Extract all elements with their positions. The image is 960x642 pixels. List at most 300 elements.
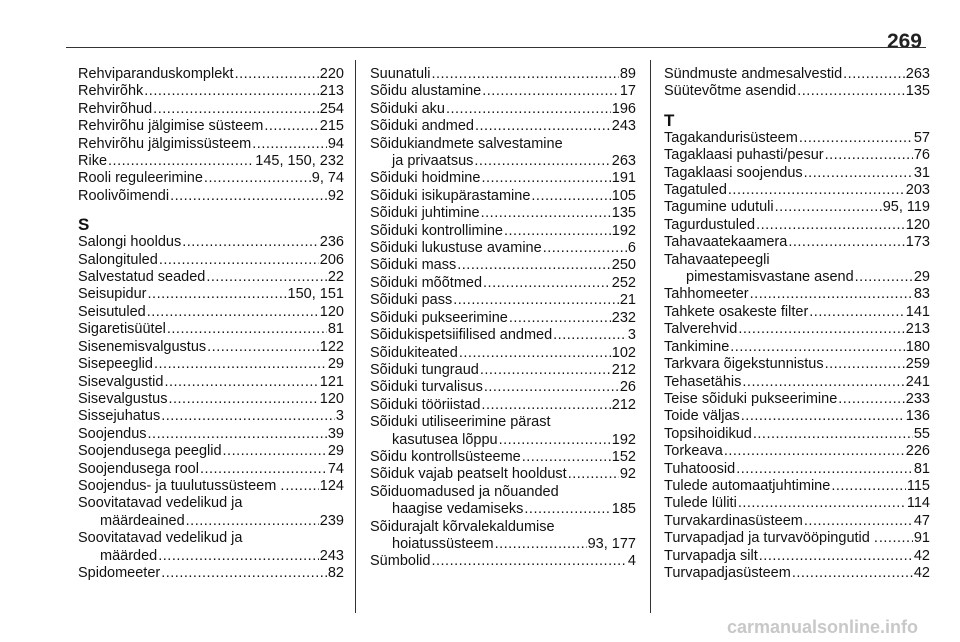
index-entry (664, 339, 930, 356)
dot-leader (738, 321, 904, 338)
entry-pages: 203 (905, 182, 930, 199)
entry-title-line: Sõiduki utiliseerimine pärast (370, 414, 551, 431)
entry-title: Tagakandurisüsteem (664, 129, 798, 146)
index-entry (664, 443, 930, 460)
dot-leader (480, 362, 611, 379)
entry-pages: 254 (319, 100, 344, 117)
dot-leader (200, 461, 327, 478)
dot-leader (504, 223, 611, 240)
entry-pages: 82 (327, 564, 344, 581)
dot-leader (161, 565, 327, 582)
entry-pages: 263 (611, 153, 636, 170)
entry-pages: 9, 74 (311, 170, 344, 187)
entry-title: hoiatussüsteem (392, 535, 494, 552)
section-letter: S (78, 215, 90, 235)
dot-leader (483, 275, 611, 292)
entry-pages: 136 (905, 408, 930, 425)
index-entry (78, 252, 344, 269)
entry-title-line: Sõidukiandmete salvestamine (370, 135, 563, 152)
index-entry (370, 449, 636, 466)
entry-title: kasutusea lõppu (392, 431, 498, 448)
entry-title: Sõidu alustamine (370, 83, 482, 100)
dot-leader (524, 501, 610, 518)
index-entry (78, 461, 344, 478)
entry-pages: 6 (627, 240, 636, 257)
entry-title: Sisepeeglid (78, 356, 153, 373)
entry-pages: 192 (611, 431, 636, 448)
dot-leader (482, 83, 619, 100)
dot-leader (522, 449, 611, 466)
entry-pages: 152 (611, 448, 636, 465)
entry-title: Rooli reguleerimine (78, 170, 203, 187)
entry-pages: 95, 119 (882, 199, 930, 216)
entry-title: Sõiduki lukustuse avamine (370, 240, 542, 257)
entry-title: Sõidu kontrollsüsteeme (370, 448, 521, 465)
entry-title: Salvestatud seaded (78, 269, 206, 286)
entry-title: Tankimine (664, 338, 730, 355)
index-entry (78, 426, 344, 443)
dot-leader (543, 240, 627, 257)
entry-pages: 121 (319, 373, 344, 390)
entry-title: Tahhomeeter (664, 286, 749, 303)
entry-pages: 259 (905, 356, 930, 373)
index-entry (664, 147, 930, 164)
entry-pages: 180 (905, 338, 930, 355)
entry-pages: 145, 150, 232 (255, 153, 344, 170)
index-entry (664, 234, 930, 251)
dot-leader (825, 147, 913, 164)
dot-leader (453, 292, 619, 309)
index-entry (664, 565, 930, 582)
index-entry (370, 397, 636, 414)
entry-pages: 114 (906, 495, 930, 512)
entry-pages: 29 (327, 356, 344, 373)
dot-leader (108, 153, 254, 170)
entry-pages: 3 (335, 408, 344, 425)
index-entry (370, 101, 636, 118)
index-entry (664, 495, 930, 512)
entry-title: Tagaklaasi puhasti/pesur (664, 147, 824, 164)
dot-leader (159, 252, 319, 269)
entry-title: Sõiduki pass (370, 292, 453, 309)
entry-pages: 81 (913, 460, 930, 477)
entry-title: Sümbolid (370, 553, 431, 570)
index-entry (78, 136, 344, 153)
dot-leader (730, 339, 905, 356)
entry-title: Sõiduk vajab peatselt hooldust (370, 466, 567, 483)
dot-leader (759, 548, 913, 565)
entry-title: Salongi hooldus (78, 234, 182, 251)
dot-leader (154, 356, 327, 373)
dot-leader (153, 101, 319, 118)
entry-title: Soojendusega rool (78, 460, 199, 477)
dot-leader (161, 408, 335, 425)
entry-title: Sõiduki andmed (370, 118, 474, 135)
dot-leader (481, 205, 611, 222)
index-entry (370, 553, 636, 570)
entry-pages: 185 (611, 501, 636, 518)
entry-pages: 243 (611, 118, 636, 135)
entry-title: Sisevalgustus (78, 390, 168, 407)
dot-leader (838, 391, 905, 408)
entry-pages: 263 (905, 66, 930, 82)
index-entry (370, 83, 636, 100)
index-entry (78, 269, 344, 286)
entry-pages: 215 (319, 118, 344, 135)
index-entry (370, 240, 636, 257)
dot-leader (741, 408, 905, 425)
index-entry (370, 292, 636, 309)
index-entry (78, 101, 344, 118)
entry-pages: 120 (319, 390, 344, 407)
dot-leader (474, 153, 610, 170)
index-entry (370, 379, 636, 396)
index-entry (370, 118, 636, 135)
index-entry (78, 153, 344, 170)
index-entry (370, 205, 636, 222)
entry-pages: 26 (619, 379, 636, 396)
column-divider (650, 60, 651, 613)
index-entry (78, 443, 344, 460)
index-entry (664, 321, 930, 338)
entry-pages: 92 (327, 187, 344, 204)
entry-title-line: Sõidurajalt kõrvalekaldumise (370, 518, 555, 535)
index-entry (78, 286, 344, 303)
entry-pages: 120 (319, 303, 344, 320)
entry-title: Sõiduki tungraud (370, 361, 479, 378)
index-entry (664, 530, 930, 547)
entry-pages: 212 (611, 396, 636, 413)
entry-title: Sündmuste andmesalvestid (664, 66, 843, 82)
entry-title: pimestamisvastane asend (686, 269, 854, 286)
index-entry (370, 536, 636, 553)
dot-leader (855, 269, 913, 286)
column-divider (355, 60, 356, 613)
dot-leader (144, 83, 319, 100)
dot-leader (167, 321, 327, 338)
entry-title: Rike (78, 153, 108, 170)
dot-leader (457, 257, 611, 274)
dot-leader (481, 397, 610, 414)
dot-leader (509, 310, 611, 327)
index-entry (664, 408, 930, 425)
index-entry (78, 188, 344, 205)
entry-title: Sõiduki mõõtmed (370, 274, 483, 291)
dot-leader (736, 461, 913, 478)
entry-pages: 29 (913, 269, 930, 286)
entry-pages: 29 (327, 443, 344, 460)
index-entry (370, 170, 636, 187)
dot-leader (799, 130, 913, 147)
entry-title: Tagatuled (664, 182, 727, 199)
entry-title: Seisutuled (78, 303, 146, 320)
dot-leader (553, 327, 627, 344)
dot-leader (484, 379, 619, 396)
entry-pages: 122 (319, 338, 344, 355)
entry-title: Tulede lüliti (664, 495, 737, 512)
index-entry (370, 310, 636, 327)
entry-pages: 124 (319, 477, 344, 494)
entry-pages: 150, 151 (287, 286, 344, 303)
index-entry (78, 374, 344, 391)
entry-title-line: Sõiduomadused ja nõuanded (370, 483, 559, 500)
entry-title: Turvapadja silt (664, 547, 758, 564)
dot-leader (750, 286, 913, 303)
entry-pages: 239 (319, 512, 344, 529)
index-entry (664, 548, 930, 565)
index-entry (78, 83, 344, 100)
entry-pages: 105 (611, 187, 636, 204)
index-entry (664, 269, 930, 286)
entry-pages: 47 (913, 512, 930, 529)
entry-title: Sissejuhatus (78, 408, 161, 425)
entry-pages: 39 (327, 425, 344, 442)
index-entry (370, 432, 636, 449)
entry-title: Süütevõtme asendid (664, 83, 797, 100)
entry-title: Tarkvara õigekstunnistus (664, 356, 824, 373)
dot-leader (495, 536, 587, 553)
entry-title: Tulede automaatjuhtimine (664, 477, 831, 494)
index-entry (78, 513, 344, 530)
entry-title: Tahkete osakeste filter (664, 303, 809, 320)
index-entry (664, 356, 930, 373)
entry-title: Rehvirõhu jälgimise süsteem (78, 118, 264, 135)
dot-leader (223, 443, 327, 460)
entry-title: Roolivõimendi (78, 187, 170, 204)
section-letter: T (664, 110, 675, 130)
watermark: carmanualsonline.info (726, 617, 918, 637)
entry-title: Sisevalgustid (78, 373, 164, 390)
entry-title: Rehvirõhud (78, 100, 153, 117)
dot-leader (804, 165, 913, 182)
entry-pages: 250 (611, 257, 636, 274)
entry-title: Rehvirõhk (78, 83, 144, 100)
entry-title: Rehvirõhu jälgimissüsteem (78, 135, 252, 152)
dot-leader (431, 553, 626, 570)
page-number: 269 (886, 30, 922, 53)
index-entry (664, 391, 930, 408)
dot-leader (252, 136, 327, 153)
entry-pages: 232 (611, 309, 636, 326)
entry-title: Tehasetähis (664, 373, 742, 390)
index-column-1 (78, 66, 344, 582)
index-entry (664, 83, 930, 100)
dot-leader (264, 118, 318, 135)
entry-pages: 42 (913, 564, 930, 581)
entry-title: Sõiduki isikupärastamine (370, 187, 531, 204)
index-entry (664, 286, 930, 303)
index-entry (78, 118, 344, 135)
entry-pages: 31 (913, 164, 930, 181)
dot-leader (804, 513, 913, 530)
index-entry (78, 565, 344, 582)
dot-leader (459, 345, 611, 362)
index-entry (370, 153, 636, 170)
entry-title: Sõiduki tööriistad (370, 396, 481, 413)
entry-title: Turvapadjad ja turvavööpingutid . (664, 530, 878, 547)
entry-title: Sõidukispetsiifilised andmed (370, 327, 553, 344)
entry-title: Rehviparanduskomplekt (78, 66, 234, 82)
entry-pages: 213 (319, 83, 344, 100)
index-entry (78, 304, 344, 321)
entry-pages: 196 (611, 100, 636, 117)
index-entry (664, 513, 930, 530)
index-entry (664, 426, 930, 443)
entry-pages: 120 (905, 216, 930, 233)
entry-pages: 55 (913, 425, 930, 442)
index-entry (78, 234, 344, 251)
entry-title: määrded (100, 547, 158, 564)
entry-pages: 74 (327, 460, 344, 477)
index-entry (370, 66, 636, 83)
dot-leader (797, 83, 905, 100)
entry-title: Sõidukiteated (370, 344, 458, 361)
dot-leader (879, 530, 913, 547)
index-entry (664, 304, 930, 321)
index-entry (370, 327, 636, 344)
entry-title-line: Soovitatavad vedelikud ja (78, 495, 243, 512)
dot-leader (753, 426, 913, 443)
entry-title: Turvapadjasüsteem (664, 564, 791, 581)
entry-pages: 135 (611, 205, 636, 222)
dot-leader (728, 182, 905, 199)
dot-leader (206, 269, 326, 286)
entry-pages: 206 (319, 251, 344, 268)
dot-leader (148, 426, 327, 443)
dot-leader (499, 432, 611, 449)
entry-pages: 17 (619, 83, 636, 100)
entry-pages: 81 (327, 321, 344, 338)
index-entry (370, 275, 636, 292)
dot-leader (186, 513, 319, 530)
entry-title: Sõiduki hoidmine (370, 170, 481, 187)
index-entry (664, 478, 930, 495)
index-entry (370, 466, 636, 483)
entry-pages: 4 (627, 553, 636, 570)
entry-title: Turvakardinasüsteem (664, 512, 803, 529)
entry-title: Soojendusega peeglid (78, 443, 222, 460)
entry-pages: 94 (327, 135, 344, 152)
index-entry (664, 182, 930, 199)
entry-pages: 213 (905, 321, 930, 338)
dot-leader (285, 478, 318, 495)
entry-title: Suunatuli (370, 66, 431, 82)
entry-title: Sõiduki juhtimine (370, 205, 480, 222)
entry-pages: 220 (319, 66, 344, 82)
dot-leader (148, 286, 287, 303)
entry-pages: 226 (905, 443, 930, 460)
index-entry (78, 339, 344, 356)
entry-title-line: Soovitatavad vedelikud ja (78, 530, 243, 547)
index-column-2 (370, 66, 636, 571)
dot-leader (738, 495, 906, 512)
dot-leader (481, 170, 610, 187)
dot-leader (825, 356, 905, 373)
index-entry (370, 345, 636, 362)
entry-title: Tagumine udutuli (664, 199, 774, 216)
entry-pages: 141 (905, 303, 930, 320)
entry-title: Soojendus- ja tuulutussüsteem . (78, 477, 285, 494)
dot-leader (756, 217, 905, 234)
dot-leader (831, 478, 906, 495)
entry-pages: 212 (611, 361, 636, 378)
index-entry (370, 188, 636, 205)
entry-title: Tuhatoosid (664, 460, 736, 477)
entry-pages: 93, 177 (587, 535, 636, 552)
index-entry (370, 362, 636, 379)
dot-leader (809, 304, 905, 321)
header-rule (66, 47, 926, 48)
entry-pages: 115 (906, 477, 930, 494)
dot-leader (168, 391, 318, 408)
index-entry (78, 356, 344, 373)
index-entry (664, 461, 930, 478)
entry-pages: 243 (319, 547, 344, 564)
index-entry (78, 391, 344, 408)
entry-title: Torkeava (664, 443, 723, 460)
entry-title: Sigaretisüütel (78, 321, 166, 338)
entry-title: haagise vedamiseks (392, 501, 524, 518)
entry-title: Salongituled (78, 251, 158, 268)
dot-leader (446, 101, 611, 118)
dot-leader (775, 199, 882, 216)
entry-pages: 76 (913, 147, 930, 164)
entry-pages: 89 (619, 66, 636, 82)
entry-pages: 83 (913, 286, 930, 303)
entry-title: Toide väljas (664, 408, 740, 425)
dot-leader (724, 443, 905, 460)
entry-pages: 21 (619, 292, 636, 309)
entry-pages: 22 (327, 269, 344, 286)
entry-pages: 42 (913, 547, 930, 564)
dot-leader (843, 66, 905, 83)
entry-pages: 192 (611, 222, 636, 239)
index-entry (370, 223, 636, 240)
entry-pages: 135 (905, 83, 930, 100)
entry-pages: 236 (319, 234, 344, 251)
entry-title: Teise sõiduki pukseerimine (664, 390, 838, 407)
index-entry (664, 66, 930, 83)
dot-leader (742, 374, 904, 391)
entry-title: Topsihoidikud (664, 425, 752, 442)
entry-title: Tagurdustuled (664, 216, 756, 233)
index-entry (78, 170, 344, 187)
index-entry (664, 165, 930, 182)
index-entry (78, 478, 344, 495)
dot-leader (170, 188, 327, 205)
dot-leader (158, 548, 319, 565)
dot-leader (182, 234, 319, 251)
entry-pages: 233 (905, 390, 930, 407)
entry-pages: 241 (905, 373, 930, 390)
index-entry (78, 408, 344, 425)
index-entry (664, 130, 930, 147)
entry-pages: 191 (611, 170, 636, 187)
index-entry (78, 66, 344, 83)
entry-title: Tagaklaasi soojendus (664, 164, 803, 181)
entry-title: Sõiduki turvalisus (370, 379, 483, 396)
dot-leader (475, 118, 611, 135)
dot-leader (431, 66, 618, 83)
entry-pages: 57 (913, 129, 930, 146)
dot-leader (204, 170, 311, 187)
dot-leader (531, 188, 610, 205)
entry-pages: 3 (627, 327, 636, 344)
dot-leader (792, 565, 913, 582)
entry-title-line: Tahavaatepeegli (664, 251, 770, 268)
entry-pages: 92 (619, 466, 636, 483)
entry-title: Spidomeeter (78, 564, 161, 581)
